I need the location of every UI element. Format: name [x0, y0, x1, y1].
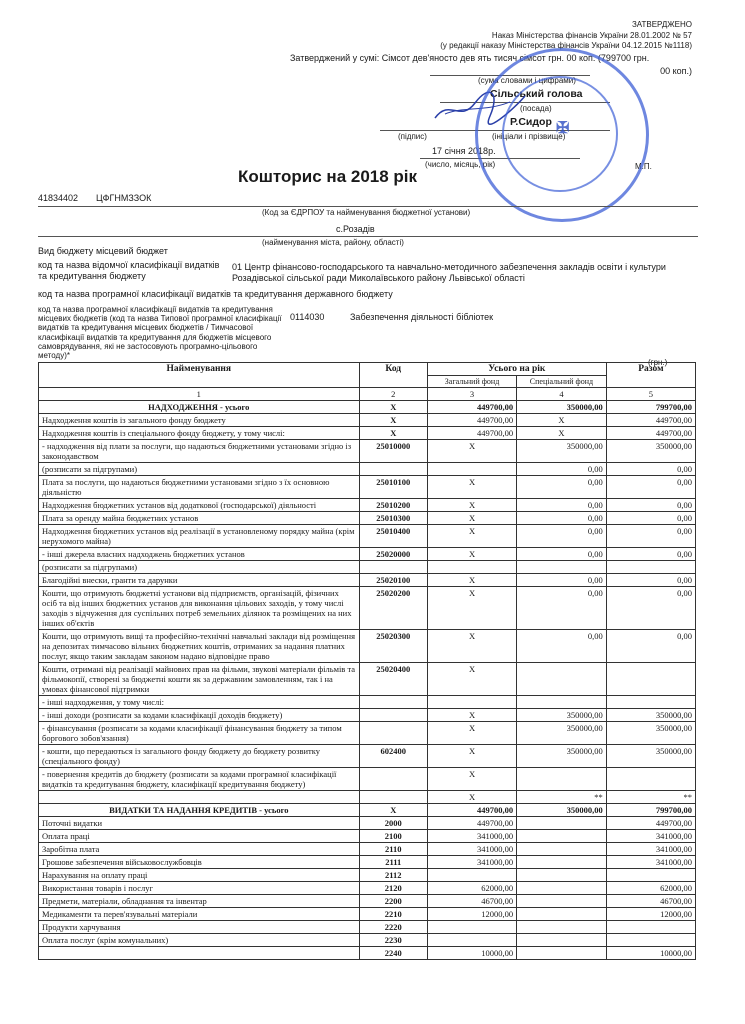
org-city-caption: (найменування міста, району, області)	[262, 238, 404, 247]
row-name: - інші джерела власних надходжень бюджетних установ	[39, 548, 360, 561]
row-code: 2210	[359, 908, 427, 921]
row-code: 25010200	[359, 499, 427, 512]
row-code: 25020300	[359, 630, 427, 663]
row-name: Благодійні внески, гранти та дарунки	[39, 574, 360, 587]
row-name: (розписати за підгрупами)	[39, 561, 360, 574]
row-special: 350000,00	[517, 440, 607, 463]
row-code: 2110	[359, 843, 427, 856]
row-total: 449700,00	[606, 427, 695, 440]
row-name: Надходження коштів із загального фонду бюджету	[39, 414, 360, 427]
row-total	[606, 869, 695, 882]
table-row	[39, 745, 696, 768]
table-row	[39, 843, 696, 856]
row-name: Кошти, що отримують вищі та професійно-технічні навчальні заклади від розміщення на депозитах тимчасово вільних бюджетних коштів, отриманих за надання платних послуг, якщо таким закладам законом надано відповідне право	[39, 630, 360, 663]
table-row	[39, 804, 696, 817]
approval-date: 17 січня 2018р.	[432, 146, 496, 156]
row-general: X	[427, 499, 516, 512]
row-name: - надходження від плати за послуги, що надаються бюджетними установами згідно із законодавством	[39, 440, 360, 463]
row-special	[517, 830, 607, 843]
row-general	[427, 561, 516, 574]
row-special: 0,00	[517, 463, 607, 476]
row-code: 25020100	[359, 574, 427, 587]
row-code: 25010100	[359, 476, 427, 499]
row-special: 0,00	[517, 630, 607, 663]
table-row	[39, 791, 696, 804]
row-code: X	[359, 427, 427, 440]
row-total	[606, 696, 695, 709]
row-code	[359, 463, 427, 476]
row-total: 0,00	[606, 476, 695, 499]
row-name: Використання товарів і послуг	[39, 882, 360, 895]
row-total: 0,00	[606, 525, 695, 548]
row-general: X	[427, 663, 516, 696]
row-name: Предмети, матеріали, обладнання та інвентар	[39, 895, 360, 908]
table-row	[39, 722, 696, 745]
row-total	[606, 768, 695, 791]
local-name: Забезпечення діяльності бібліотек	[350, 312, 494, 322]
row-special: 0,00	[517, 499, 607, 512]
colnum-5: 5	[606, 388, 695, 401]
table-row	[39, 525, 696, 548]
signature-caption: (підпис)	[398, 132, 427, 141]
table-row	[39, 895, 696, 908]
table-row	[39, 908, 696, 921]
row-total: 0,00	[606, 463, 695, 476]
row-general: X	[427, 587, 516, 630]
row-special	[517, 934, 607, 947]
org-name: ЦФГНМЗЗОК	[96, 193, 152, 203]
table-row	[39, 574, 696, 587]
row-special	[517, 843, 607, 856]
row-code: 2112	[359, 869, 427, 882]
initials-caption: (ініціали і прізвище)	[492, 132, 566, 141]
doc-title: Кошторис на 2018 рік	[238, 167, 418, 186]
row-general: 449700,00	[427, 401, 516, 414]
row-name: Оплата праці	[39, 830, 360, 843]
col-general-header: Загальний фонд	[427, 376, 516, 388]
row-total: 12000,00	[606, 908, 695, 921]
row-general: X	[427, 476, 516, 499]
row-general: 341000,00	[427, 843, 516, 856]
row-total: 0,00	[606, 512, 695, 525]
row-special: 350000,00	[517, 709, 607, 722]
dept-label: код та назва відомчої класифікації видатків та кредитування бюджету	[38, 260, 220, 281]
table-row	[39, 830, 696, 843]
budget-type: місцевий бюджет	[96, 246, 168, 256]
org-code-caption: (Код за ЄДРПОУ та найменування бюджетної установи)	[262, 208, 471, 217]
row-special	[517, 882, 607, 895]
row-total: 350000,00	[606, 709, 695, 722]
row-general: X	[427, 574, 516, 587]
row-general: 46700,00	[427, 895, 516, 908]
row-code: 2240	[359, 947, 427, 960]
header-row	[39, 363, 696, 376]
colnum-2: 2	[359, 388, 427, 401]
row-general: X	[427, 525, 516, 548]
row-code: 602400	[359, 745, 427, 768]
table-row	[39, 768, 696, 791]
row-general: X	[427, 722, 516, 745]
table-row	[39, 934, 696, 947]
col-name-header: Найменування	[39, 363, 360, 388]
mp-label: М.П.	[635, 162, 652, 171]
row-special	[517, 856, 607, 869]
row-special: 350000,00	[517, 722, 607, 745]
row-code	[359, 722, 427, 745]
budget-type-label: Вид бюджету	[38, 246, 94, 256]
row-total: 0,00	[606, 630, 695, 663]
row-name: - повернення кредитів до бюджету (розписати за кодами програмної класифікації видатків та кредитування бюджету, класифікації кредитування бюджету)	[39, 768, 360, 791]
row-special: X	[517, 414, 607, 427]
row-general	[427, 696, 516, 709]
row-name: Оплата послуг (крім комунальних)	[39, 934, 360, 947]
approved-sum-cont: 00 коп.)	[660, 66, 692, 76]
row-name: Надходження бюджетних установ від додаткової (господарської) діяльності	[39, 499, 360, 512]
approval-order-edit: (у редакції наказу Міністерства фінансів України 04.12.2015 №1118)	[440, 41, 692, 50]
row-total: 10000,00	[606, 947, 695, 960]
row-code: 25010300	[359, 512, 427, 525]
row-special: 0,00	[517, 548, 607, 561]
row-general	[427, 463, 516, 476]
table-row	[39, 401, 696, 414]
row-total: 449700,00	[606, 414, 695, 427]
row-name: НАДХОДЖЕННЯ - усього	[39, 401, 360, 414]
row-total: 799700,00	[606, 401, 695, 414]
row-name: - інші доходи (розписати за кодами класифікації доходів бюджету)	[39, 709, 360, 722]
row-general: X	[427, 440, 516, 463]
table-row	[39, 663, 696, 696]
row-special: 0,00	[517, 476, 607, 499]
row-general: X	[427, 745, 516, 768]
row-general: 449700,00	[427, 817, 516, 830]
row-special	[517, 869, 607, 882]
sum-words-caption: (сума словами і цифрами)	[478, 76, 576, 85]
table-row	[39, 463, 696, 476]
row-total: 0,00	[606, 587, 695, 630]
colnum-row	[39, 388, 696, 401]
table-row	[39, 817, 696, 830]
row-total: 799700,00	[606, 804, 695, 817]
table-row	[39, 630, 696, 663]
row-total: **	[606, 791, 695, 804]
row-total	[606, 663, 695, 696]
row-code: 25010000	[359, 440, 427, 463]
row-name: Грошове забезпечення військовослужбовців	[39, 856, 360, 869]
row-name: Кошти, отримані від реалізації майнових прав на фільми, звукові матеріали фільмів та фільмокопії, створені за бюджетні кошти як за державним замовленням, так і на умовах фінансової підтримки	[39, 663, 360, 696]
date-caption: (число, місяць, рік)	[425, 160, 496, 169]
col-year-header: Усього на рік	[427, 363, 606, 376]
row-name: - інші надходження, у тому числі:	[39, 696, 360, 709]
row-code: X	[359, 401, 427, 414]
row-total: 0,00	[606, 574, 695, 587]
table-row	[39, 414, 696, 427]
row-general	[427, 934, 516, 947]
row-general: X	[427, 709, 516, 722]
row-name: Надходження бюджетних установ від реалізації в установленому порядку майна (крім нерухомого майна)	[39, 525, 360, 548]
table-row	[39, 512, 696, 525]
row-name	[39, 947, 360, 960]
row-code: 2220	[359, 921, 427, 934]
table-row	[39, 476, 696, 499]
colnum-1: 1	[39, 388, 360, 401]
table-row	[39, 921, 696, 934]
approved-sum: Затверджений у сумі: Сімсот дев'яносто дев ять тисяч сімсот грн. 00 коп. (799700 грн.	[290, 53, 650, 63]
row-special	[517, 921, 607, 934]
dept-value: 01 Центр фінансово-господарського та навчально-методичного забезпечення закладів освіти і культури Розадівської сільської ради Миколаївського району Львівської області	[232, 262, 666, 283]
row-total: 341000,00	[606, 830, 695, 843]
row-total: 0,00	[606, 499, 695, 512]
row-name	[39, 791, 360, 804]
estimate-table	[38, 362, 696, 960]
row-code: 25020000	[359, 548, 427, 561]
row-name: (розписати за підгрупами)	[39, 463, 360, 476]
row-code: 2200	[359, 895, 427, 908]
row-name: Надходження коштів із спеціального фонду бюджету, у тому числі:	[39, 427, 360, 440]
approval-title: ЗАТВЕРДЖЕНО	[631, 20, 692, 29]
row-special: 0,00	[517, 512, 607, 525]
row-general: 10000,00	[427, 947, 516, 960]
row-total: 341000,00	[606, 843, 695, 856]
row-code: 2100	[359, 830, 427, 843]
row-code: 2111	[359, 856, 427, 869]
table-row	[39, 561, 696, 574]
seal-emblem: ✠	[556, 120, 570, 137]
col-total-header: Разом	[606, 363, 695, 388]
row-special	[517, 947, 607, 960]
row-code: 2000	[359, 817, 427, 830]
row-special: 0,00	[517, 574, 607, 587]
row-total: 449700,00	[606, 817, 695, 830]
colnum-4: 4	[517, 388, 607, 401]
unit-label: (грн.)	[648, 358, 668, 367]
row-special: **	[517, 791, 607, 804]
table-row	[39, 427, 696, 440]
row-general: 449700,00	[427, 427, 516, 440]
row-special: X	[517, 427, 607, 440]
row-general: X	[427, 768, 516, 791]
row-special	[517, 768, 607, 791]
table-row	[39, 882, 696, 895]
head-name: Р.Сидор	[510, 116, 552, 128]
row-general: 341000,00	[427, 856, 516, 869]
prog-label: код та назва програмної класифікації видатків та кредитування державного бюджету	[38, 289, 393, 299]
row-total	[606, 921, 695, 934]
row-general: X	[427, 548, 516, 561]
row-name: Плата за оренду майна бюджетних установ	[39, 512, 360, 525]
row-general: 449700,00	[427, 414, 516, 427]
row-total: 350000,00	[606, 745, 695, 768]
row-code: 25010400	[359, 525, 427, 548]
row-special: 0,00	[517, 525, 607, 548]
row-total: 350000,00	[606, 722, 695, 745]
row-code	[359, 791, 427, 804]
row-general: 12000,00	[427, 908, 516, 921]
row-total	[606, 934, 695, 947]
table-row	[39, 856, 696, 869]
table-row	[39, 869, 696, 882]
position-caption: (посада)	[520, 104, 552, 113]
table-row	[39, 696, 696, 709]
table-row	[39, 440, 696, 463]
row-special: 350000,00	[517, 804, 607, 817]
row-general	[427, 921, 516, 934]
row-special	[517, 895, 607, 908]
row-code: 2120	[359, 882, 427, 895]
row-code	[359, 696, 427, 709]
row-name: Нарахування на оплату праці	[39, 869, 360, 882]
row-name: Поточні видатки	[39, 817, 360, 830]
row-code: 25020400	[359, 663, 427, 696]
row-special	[517, 561, 607, 574]
row-special	[517, 696, 607, 709]
row-special: 350000,00	[517, 401, 607, 414]
row-code	[359, 709, 427, 722]
row-code	[359, 768, 427, 791]
row-general: 341000,00	[427, 830, 516, 843]
table-row	[39, 499, 696, 512]
row-code	[359, 561, 427, 574]
row-special	[517, 663, 607, 696]
col-special-header: Спеціальний фонд	[517, 376, 607, 388]
row-total: 0,00	[606, 548, 695, 561]
col-code-header: Код	[359, 363, 427, 388]
row-name: ВИДАТКИ ТА НАДАННЯ КРЕДИТІВ - усього	[39, 804, 360, 817]
row-code: X	[359, 804, 427, 817]
row-special	[517, 908, 607, 921]
table-row	[39, 548, 696, 561]
table-row	[39, 587, 696, 630]
row-special: 350000,00	[517, 745, 607, 768]
approval-order: Наказ Міністерства фінансів України 28.01.2002 № 57	[491, 31, 692, 40]
local-code: 0114030	[290, 312, 325, 322]
row-special	[517, 817, 607, 830]
row-code: 2230	[359, 934, 427, 947]
org-city: с.Розадів	[336, 224, 375, 234]
row-general: X	[427, 512, 516, 525]
row-general: 62000,00	[427, 882, 516, 895]
row-name: - фінансування (розписати за кодами класифікації фінансування бюджету за типом боргового зобов'язання)	[39, 722, 360, 745]
table-body	[39, 401, 696, 960]
row-general: X	[427, 791, 516, 804]
org-code: 41834402	[38, 193, 79, 203]
table-row	[39, 947, 696, 960]
row-special: 0,00	[517, 587, 607, 630]
row-total: 350000,00	[606, 440, 695, 463]
table-row	[39, 709, 696, 722]
colnum-3: 3	[427, 388, 516, 401]
row-general: X	[427, 630, 516, 663]
row-name: Медикаменти та перев'язувальні матеріали	[39, 908, 360, 921]
row-general: 449700,00	[427, 804, 516, 817]
row-total: 341000,00	[606, 856, 695, 869]
row-total: 62000,00	[606, 882, 695, 895]
row-total	[606, 561, 695, 574]
head-title: Сільський голова	[490, 88, 583, 100]
row-name: Продукти харчування	[39, 921, 360, 934]
local-label: код та назва програмної класифікації видатків та кредитування місцевих бюджетів (код та назва Типової програмної класифікації видатків та кредитування місцевих бюджетів / Тимчасової класифікації видатків та кредитування для бюджетів місцевого самоврядування, які не застосовують програмно-цільового методу)*	[38, 305, 282, 360]
row-code: 25020200	[359, 587, 427, 630]
row-name: - кошти, що передаються із загального фонду бюджету до бюджету розвитку (спеціального фонду)	[39, 745, 360, 768]
row-name: Кошти, що отримують бюджетні установи від підприємств, організацій, фізичних осіб та від інших бюджетних установ для виконання цільових заходів, у тому числі заходів з відчуження для суспільних потреб земельних ділянок та розміщених на них інших об'єктів	[39, 587, 360, 630]
row-general	[427, 869, 516, 882]
row-code: X	[359, 414, 427, 427]
row-name: Плата за послуги, що надаються бюджетними установами згідно з їх основною діяльністю	[39, 476, 360, 499]
row-name: Заробітна плата	[39, 843, 360, 856]
row-total: 46700,00	[606, 895, 695, 908]
